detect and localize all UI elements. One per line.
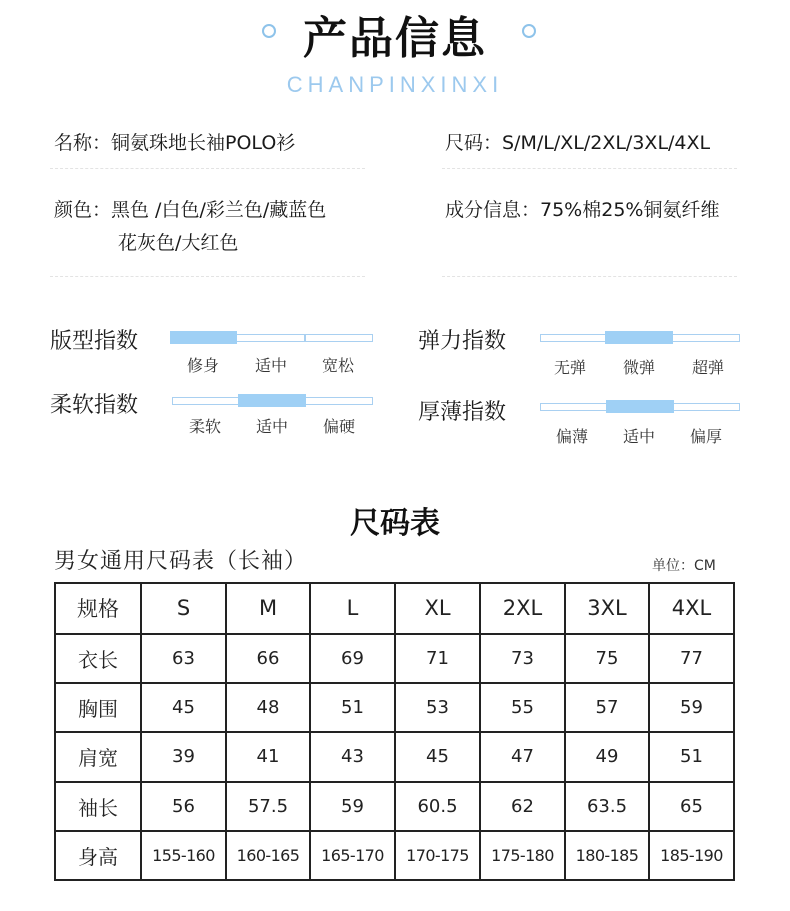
table-cell: 73: [480, 634, 565, 683]
table-cell: 47: [480, 732, 565, 781]
product-colors-cont: 花灰色/大红色: [118, 232, 239, 254]
table-header-cell: 规格: [55, 583, 141, 634]
divider: [442, 276, 737, 277]
table-cell: 77: [649, 634, 734, 683]
scale-option: 超弹: [691, 358, 724, 377]
table-cell: 63: [141, 634, 226, 683]
table-cell: 56: [141, 782, 226, 831]
product-name: 名称：铜氨珠地长袖POLO衫: [54, 132, 296, 154]
table-cell: 170-175: [395, 831, 480, 880]
table-cell: 63.5: [565, 782, 649, 831]
table-header-cell: 4XL: [649, 583, 734, 634]
table-row-label: 袖长: [55, 782, 141, 831]
table-cell: 45: [395, 732, 480, 781]
product-composition: 成分信息：75%棉25%铜氨纤维: [445, 199, 720, 221]
scale-indicator: [605, 331, 673, 344]
size-chart-title: 尺码表: [350, 506, 440, 541]
scale-option: 适中: [622, 427, 655, 446]
table-cell: 39: [141, 732, 226, 781]
table-cell: 45: [141, 683, 226, 732]
size-table: [54, 582, 735, 881]
table-cell: 41: [226, 732, 310, 781]
table-cell: 59: [310, 782, 395, 831]
scale-option: 适中: [255, 417, 288, 436]
thickness-index-label: 厚薄指数: [418, 400, 507, 425]
table-cell: 59: [649, 683, 734, 732]
softness-index-label: 柔软指数: [50, 393, 139, 418]
divider: [50, 168, 365, 169]
scale-option: 无弹: [553, 358, 586, 377]
table-header-cell: M: [226, 583, 310, 634]
table-cell: 51: [649, 732, 734, 781]
table-row: [55, 683, 734, 732]
table-row: [55, 634, 734, 683]
table-header-cell: 3XL: [565, 583, 649, 634]
table-row: [55, 782, 734, 831]
scale-option: 柔软: [188, 417, 221, 436]
table-cell: 160-165: [226, 831, 310, 880]
table-row-label: 身高: [55, 831, 141, 880]
elasticity-index-label: 弹力指数: [418, 329, 507, 354]
table-cell: 60.5: [395, 782, 480, 831]
table-header-cell: S: [141, 583, 226, 634]
table-row-label: 衣长: [55, 634, 141, 683]
table-cell: 155-160: [141, 831, 226, 880]
decorative-circle-icon-right: [522, 24, 536, 38]
table-cell: 49: [565, 732, 649, 781]
scale-option: 偏硬: [322, 417, 355, 436]
table-cell: 165-170: [310, 831, 395, 880]
product-sizes: 尺码：S/M/L/XL/2XL/3XL/4XL: [445, 132, 711, 154]
table-header-cell: 2XL: [480, 583, 565, 634]
table-row-label: 胸围: [55, 683, 141, 732]
scale-option: 修身: [186, 356, 219, 375]
scale-indicator: [606, 400, 674, 413]
scale-indicator: [238, 394, 306, 407]
scale-option: 偏薄: [555, 427, 588, 446]
divider: [442, 168, 737, 169]
table-cell: 62: [480, 782, 565, 831]
table-header-cell: L: [310, 583, 395, 634]
table-cell: 57: [565, 683, 649, 732]
scale-option: 偏厚: [689, 427, 722, 446]
table-cell: 55: [480, 683, 565, 732]
scale-option: 宽松: [321, 356, 354, 375]
table-cell: 175-180: [480, 831, 565, 880]
fit-index-label: 版型指数: [50, 329, 139, 354]
table-cell: 53: [395, 683, 480, 732]
table-cell: 71: [395, 634, 480, 683]
table-row: [55, 732, 734, 781]
divider: [50, 276, 365, 277]
table-cell: 180-185: [565, 831, 649, 880]
table-cell: 65: [649, 782, 734, 831]
product-colors: 颜色：黑色 /白色/彩兰色/藏蓝色: [54, 199, 327, 221]
table-header-cell: XL: [395, 583, 480, 634]
table-cell: 43: [310, 732, 395, 781]
table-cell: 69: [310, 634, 395, 683]
page-subtitle: CHANPINXINXI: [286, 72, 504, 97]
scale-divider: [304, 334, 306, 342]
scale-indicator: [170, 331, 237, 344]
scale-option: 微弹: [622, 358, 655, 377]
table-cell: 185-190: [649, 831, 734, 880]
page-title: 产品信息: [303, 13, 487, 64]
table-cell: 57.5: [226, 782, 310, 831]
size-chart-caption: 男女通用尺码表（长袖）: [54, 549, 308, 574]
table-cell: 48: [226, 683, 310, 732]
table-row-label: 肩宽: [55, 732, 141, 781]
table-header-row: [55, 583, 734, 634]
table-cell: 66: [226, 634, 310, 683]
table-row: [55, 831, 734, 880]
table-cell: 51: [310, 683, 395, 732]
scale-option: 适中: [254, 356, 287, 375]
table-cell: 75: [565, 634, 649, 683]
unit-label: 单位：CM: [652, 558, 716, 574]
